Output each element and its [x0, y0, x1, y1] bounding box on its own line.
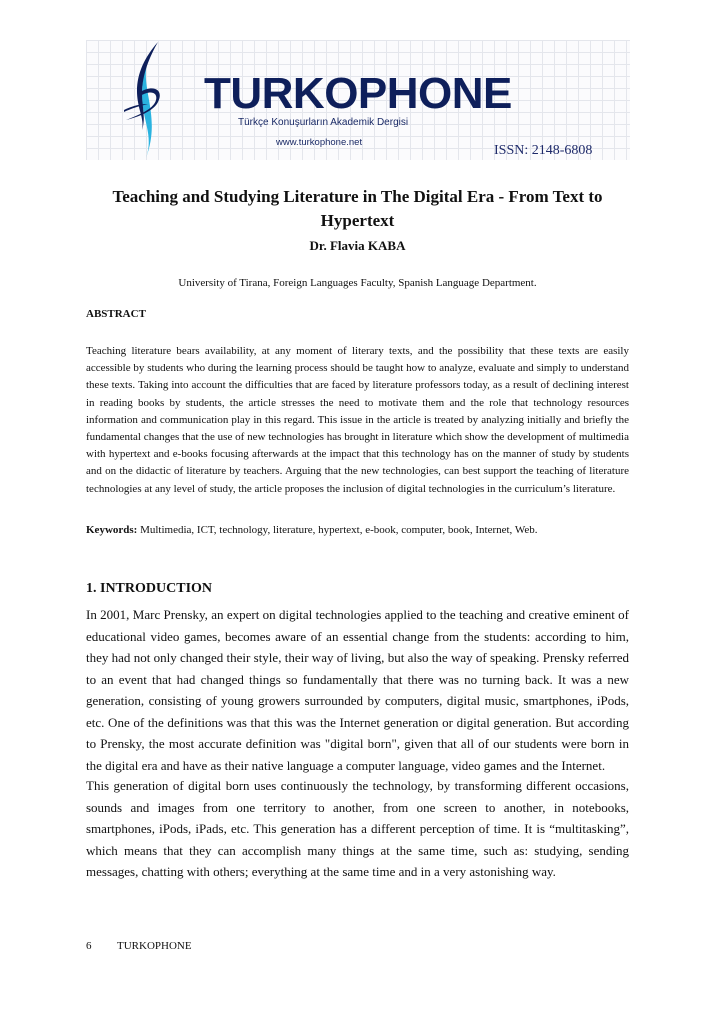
body-paragraph: This generation of digital born uses continuously the technology, by transforming different occasions, sounds and images from one territory to another, from one screen to another, in notebooks, smartphones, iPods, iPads, etc. This generation has a different perception of time. It is “multitasking”, which means that they can accomplish many things at the same time, such as: studying, sending messages, chatting with others; everything at the same time and in a very astonishing way.	[86, 778, 629, 879]
abstract-heading: ABSTRACT	[86, 308, 146, 320]
keywords	[86, 524, 629, 536]
article-title: Teaching and Studying Literature in The Digital Era - From Text to Hypertext	[112, 187, 603, 230]
body-paragraph: In 2001, Marc Prensky, an expert on digital technologies applied to the teaching and creative eminent of educational video games, becomes aware of an essential change from the students: according to him, they had not only changed their style, their way of living, but also the way of speaking. Prensky referred to an event that had changed things so fundamentally that there was no turning back. It was a new generation, consisting of young growers surrounded by computers, digital music, smartphones, iPods, etc. One of the definitions was that this was the Internet generation or digital generation. But according to Prensky, the most accurate definition was "digital born", given that all of our students were born in the digital era and have as their native language a computer language, video games and the Internet.	[86, 607, 629, 773]
journal-banner	[86, 40, 630, 160]
page-number: 6	[86, 940, 92, 952]
footer-journal: TURKOPHONE	[117, 940, 192, 952]
keywords-list: Multimedia, ICT, technology, literature, hypertext, e-book, computer, book, Internet, Web.	[140, 524, 538, 536]
author-affiliation: University of Tirana, Foreign Languages Faculty, Spanish Language Department.	[178, 277, 537, 289]
issn: ISSN: 2148-6808	[494, 143, 593, 158]
article-author: Dr. Flavia KABA	[309, 238, 406, 253]
journal-url: www.turkophone.net	[276, 137, 363, 148]
journal-brand: TURKOPHONE	[204, 69, 512, 118]
section-heading: 1. INTRODUCTION	[86, 581, 213, 596]
keywords-label: Keywords:	[86, 524, 138, 536]
abstract-text: Teaching literature bears availability, at any moment of literary texts, and the possibility that these texts are easily accessible by students who during the learning process should be taught how to analyze, evaluate and simply to understand these texts. Taking into account the difficulties that are faced by literature professors today, as a result of declining interest in reading books by students, the article stresses the need to motivate them and the role that technology resources information and communication play in this regard. This issue in the article is treated by analyzing initially and briefly the fundamental changes that the use of new technologies has brought in literature which show the development of multimedia with hypertext and e-books focusing afterwards at the impact that this technology has on the manner of study by students and on the didactic of literature by teachers. Arguing that the new technologies, can best support the teaching of literature technologies at any level of study, the article proposes the inclusion of digital technologies in the curriculum’s literature.	[86, 345, 629, 495]
turkophone-logo-icon	[116, 40, 171, 160]
journal-subtitle: Türkçe Konuşurların Akademik Dergisi	[238, 117, 409, 128]
